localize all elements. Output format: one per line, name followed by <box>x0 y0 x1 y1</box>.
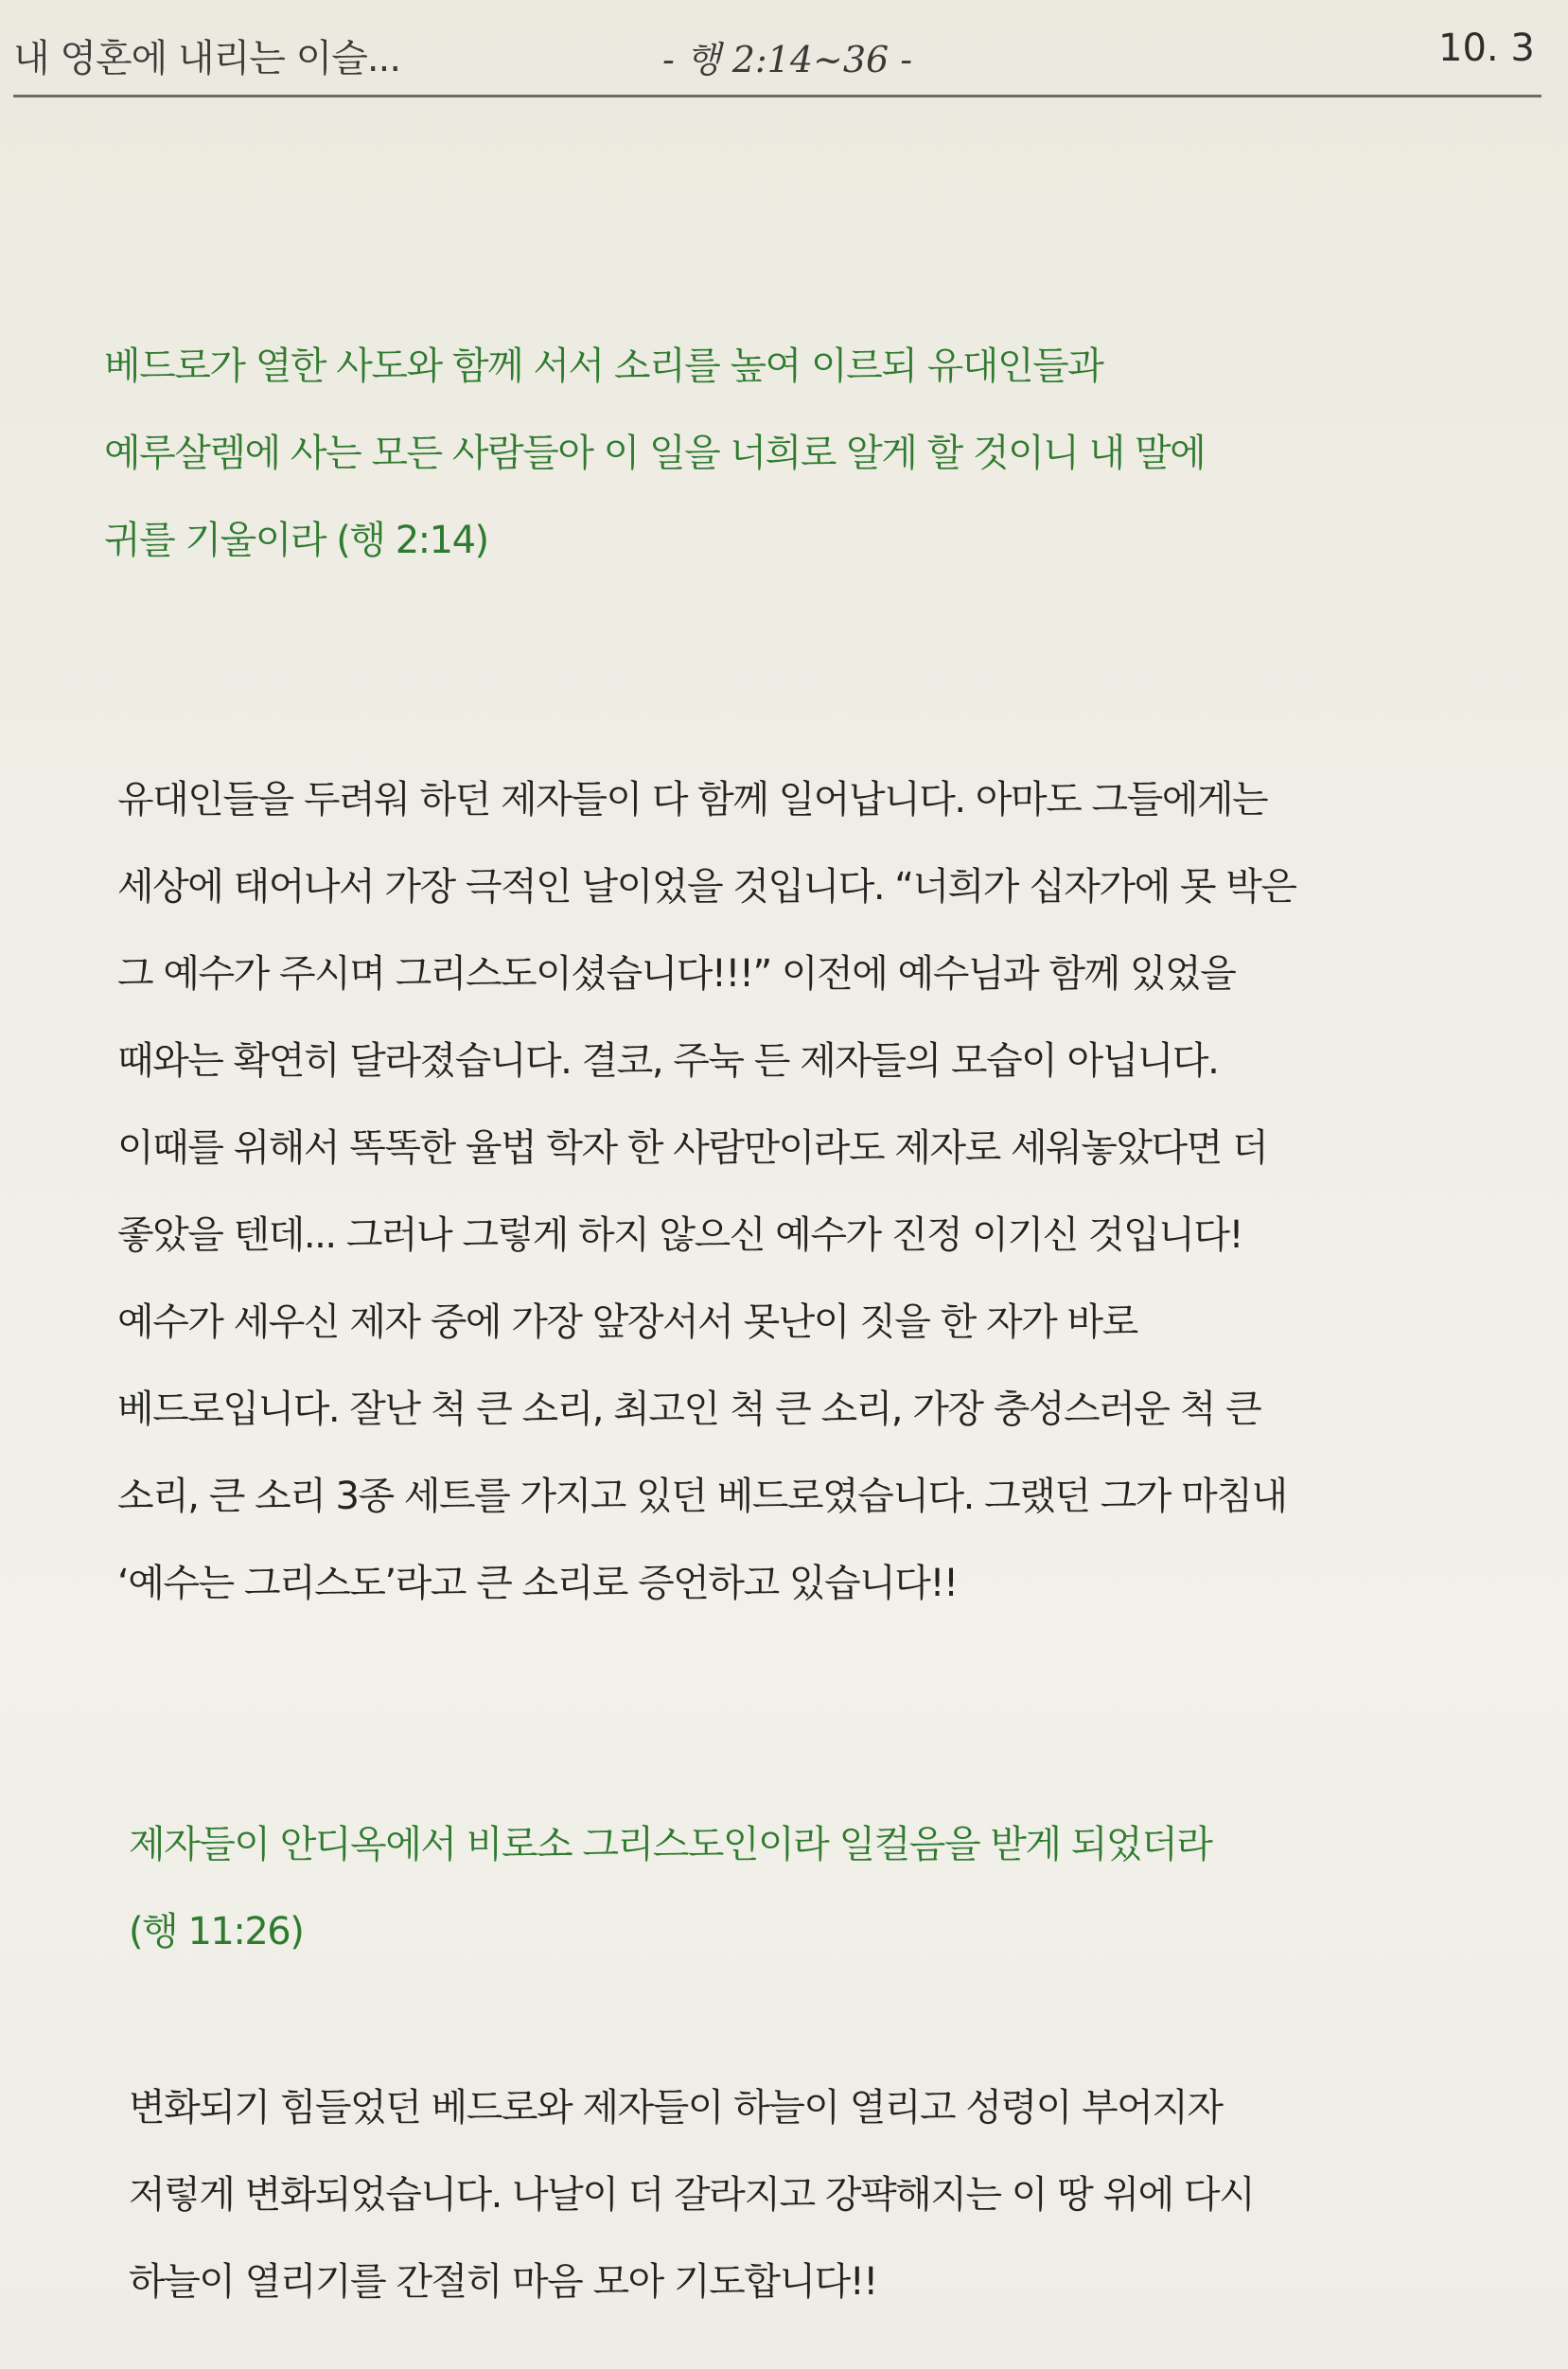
page-date: 10. 3 <box>1438 27 1535 70</box>
paragraph-line: 소리, 큰 소리 3종 세트를 가지고 있던 베드로였습니다. 그랬던 그가 마침내 <box>117 1475 1287 1518</box>
paragraph-line: 변화되기 힘들었던 베드로와 제자들이 하늘이 열리고 성령이 부어지자 <box>129 2086 1223 2130</box>
paragraph-line: ‘예수는 그리스도’라고 큰 소리로 증언하고 있습니다!! <box>117 1562 958 1605</box>
paragraph-line: 그 예수가 주시며 그리스도이셨습니다!!!” 이전에 예수님과 함께 있었을 <box>117 952 1236 996</box>
verse-line: (행 11:26) <box>129 1910 304 1954</box>
verse-line: 제자들이 안디옥에서 비로소 그리스도인이라 일컬음을 받게 되었더라 <box>129 1823 1212 1866</box>
paragraph-line: 저렇게 변화되었습니다. 나날이 더 갈라지고 강퍅해지는 이 땅 위에 다시 <box>129 2173 1255 2217</box>
verse-line: 베드로가 열한 사도와 함께 서서 소리를 높여 이르되 유대인들과 <box>104 345 1103 388</box>
verse-line: 예루살렘에 사는 모든 사람들아 이 일을 너희로 알게 할 것이니 내 말에 <box>104 432 1206 475</box>
book-title: 내 영혼에 내리는 이슬... <box>13 37 401 80</box>
page-header <box>0 0 1568 104</box>
paragraph-line: 세상에 태어나서 가장 극적인 날이었을 것입니다. “너희가 십자가에 못 박은 <box>117 865 1296 909</box>
paragraph-line: 베드로입니다. 잘난 척 큰 소리, 최고인 척 큰 소리, 가장 충성스러운 척 큰 <box>117 1388 1261 1431</box>
meditation-paragraph-1 <box>117 769 1489 1621</box>
paragraph-line: 이때를 위해서 똑똑한 율법 학자 한 사람만이라도 제자로 세워놓았다면 더 <box>117 1126 1268 1170</box>
paragraph-line: 예수가 세우신 제자 중에 가장 앞장서서 못난이 짓을 한 자가 바로 <box>117 1300 1137 1344</box>
scripture-reference: - 행 2:14~36 - <box>662 39 913 80</box>
header-divider <box>13 95 1542 97</box>
paragraph-line: 때와는 확연히 달라졌습니다. 결코, 주눅 든 제자들의 모습이 아닙니다. <box>117 1039 1219 1083</box>
scripture-verse-2 <box>129 1814 1482 1956</box>
paragraph-line: 좋았을 텐데... 그러나 그렇게 하지 않으신 예수가 진정 이기신 것입니다! <box>117 1213 1243 1257</box>
verse-line: 귀를 기울이라 (행 2:14) <box>104 519 488 562</box>
scripture-verse-1 <box>104 336 1486 563</box>
paragraph-line: 유대인들을 두려워 하던 제자들이 다 함께 일어납니다. 아마도 그들에게는 <box>117 778 1268 822</box>
paragraph-line: 하늘이 열리기를 간절히 마음 모아 기도합니다!! <box>129 2260 877 2304</box>
meditation-paragraph-2 <box>129 2077 1482 2324</box>
